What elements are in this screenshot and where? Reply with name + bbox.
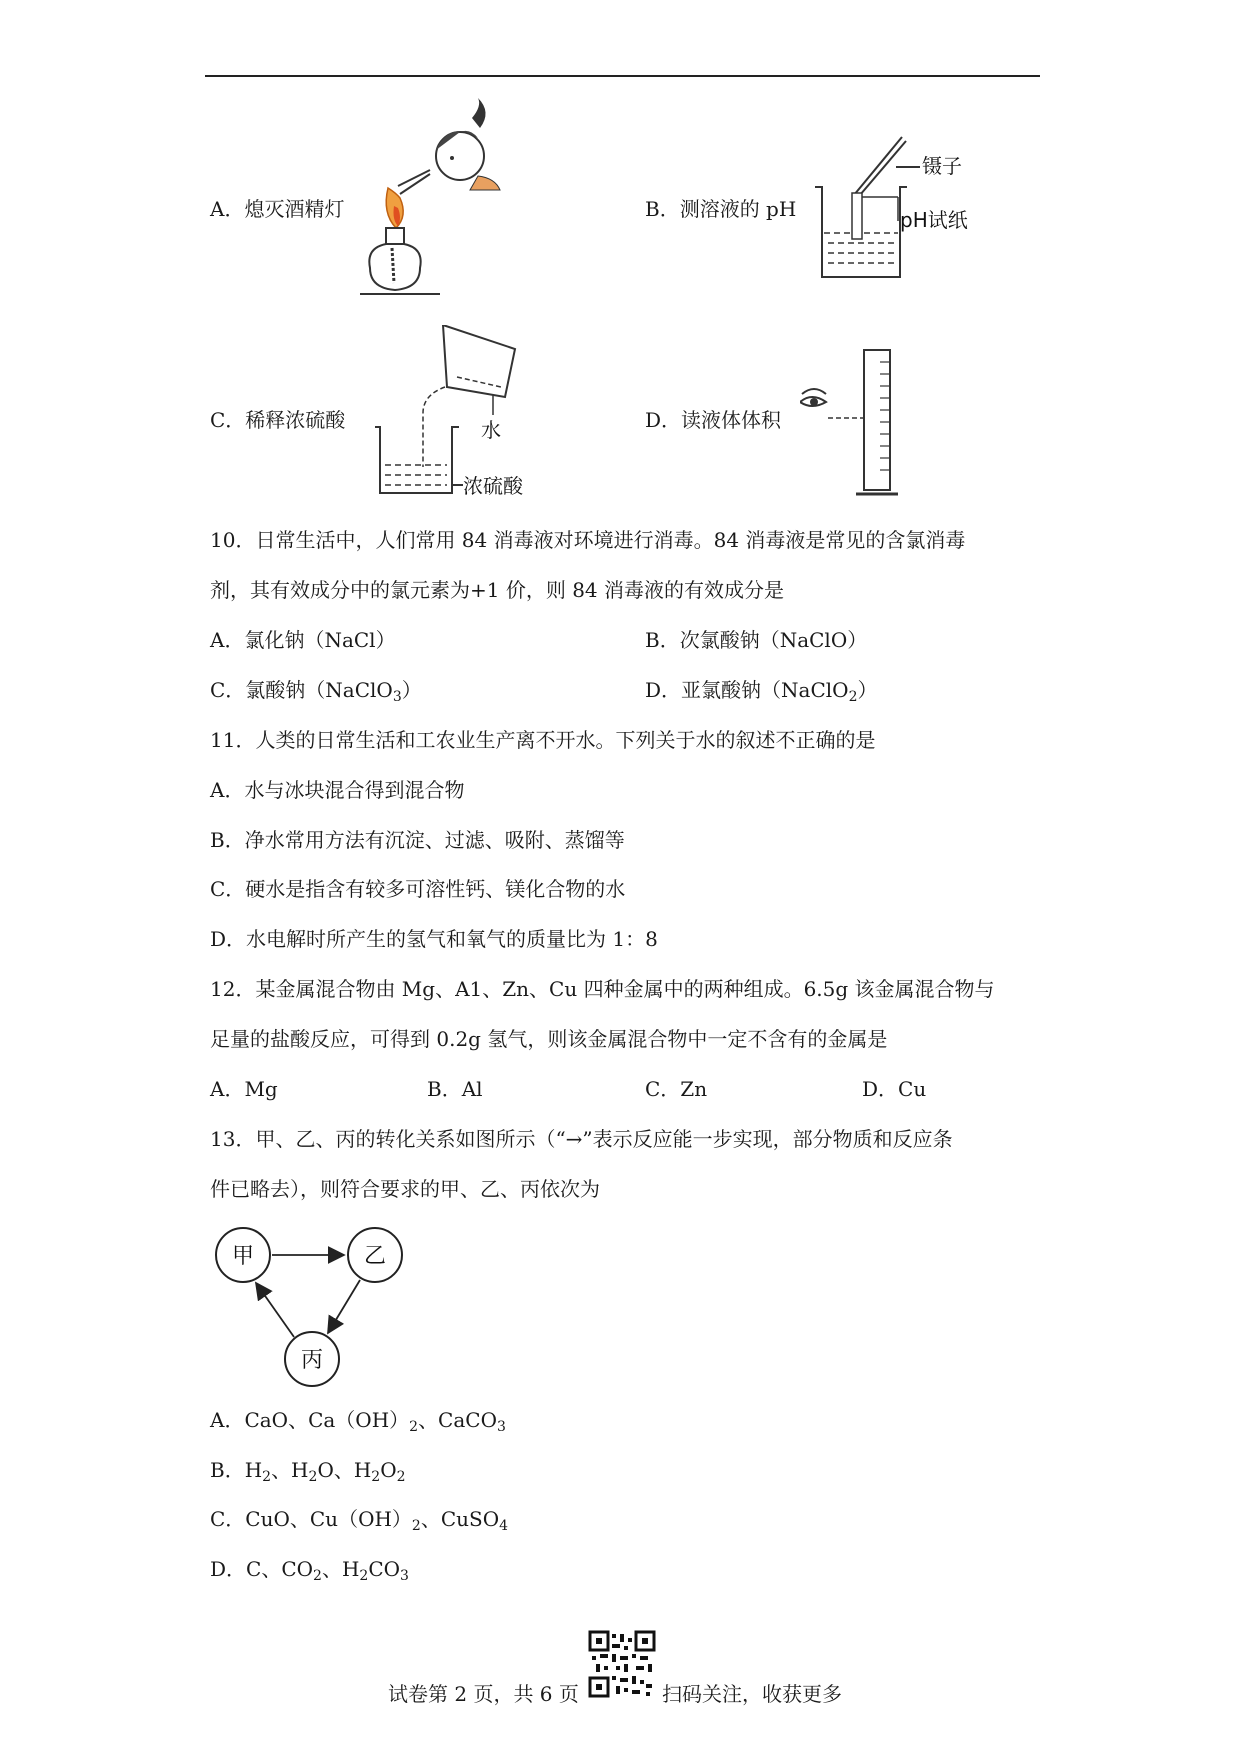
q13-option-c[interactable]: C．CuO、$Cu(OH)_2$、CuSO$_4$ xyxy=(210,1507,509,1534)
alcohol-lamp-figure xyxy=(360,98,510,313)
q10-option-d[interactable]: D．亚氯酸钠（NaClO$_2$） xyxy=(645,678,878,705)
q12-option-d[interactable]: D．Cu xyxy=(862,1077,927,1101)
q13-option-a[interactable]: A．CaO、$Ca(OH)_2$、CaCO$_3$ xyxy=(210,1408,506,1435)
q12-option-b[interactable]: B．Al xyxy=(427,1077,483,1101)
q11-option-d[interactable]: D．水电解时所产生的氢气和氧气的质量比为 1：8 xyxy=(210,927,658,951)
q11-stem: 11．人类的日常生活和工农业生产离不开水。下列关于水的叙述不正确的是 xyxy=(210,728,876,752)
read-volume-figure xyxy=(800,348,910,500)
scan-prompt: 扫码关注，收获更多 xyxy=(662,1682,842,1706)
q9-option-d[interactable]: D．读液体体积 xyxy=(645,408,782,432)
water-label: 水 xyxy=(481,418,501,442)
arrow-yi-to-bing xyxy=(328,1280,360,1333)
q10-stem-line1: 10．日常生活中，人们常用 84 消毒液对环境进行消毒。84 消毒液是常见的含氯消毒 xyxy=(210,528,966,552)
q13-option-d[interactable]: D．C、$CO_2$、$H_2CO_3$ xyxy=(210,1557,409,1584)
q12-stem-line1: 12．某金属混合物由 Mg、A1、Zn、Cu 四种金属中的两种组成。6.5g 该金属混合物与 xyxy=(210,977,995,1001)
arrow-bing-to-jia xyxy=(256,1283,294,1337)
node-jia-label: 甲 xyxy=(231,1244,255,1269)
q10-option-a[interactable]: A．氯化钠（NaCl） xyxy=(210,628,396,652)
conversion-diagram xyxy=(210,1225,420,1390)
header-rule xyxy=(205,75,1040,77)
ph-paper-label: pH试纸 xyxy=(900,208,968,232)
q9-option-b[interactable]: B．测溶液的 pH xyxy=(645,197,797,221)
node-bing-label: 丙 xyxy=(300,1348,324,1373)
q11-option-c[interactable]: C．硬水是指含有较多可溶性钙、镁化合物的水 xyxy=(210,877,626,901)
q9-option-c[interactable]: C．稀释浓硫酸 xyxy=(210,408,346,432)
conc-acid-label: 浓硫酸 xyxy=(463,474,523,498)
q13-option-b[interactable]: B．$H_2$、$H_2O$、$H_2O_2$ xyxy=(210,1458,406,1485)
q12-option-c[interactable]: C．Zn xyxy=(645,1077,708,1101)
q9-option-a[interactable]: A．熄灭酒精灯 xyxy=(210,197,345,221)
q12-stem-line2: 足量的盐酸反应，可得到 0.2g 氢气，则该金属混合物中一定不含有的金属是 xyxy=(210,1027,888,1051)
q13-stem-line2: 件已略去），则符合要求的甲、乙、丙依次为 xyxy=(210,1177,600,1201)
q10-option-b[interactable]: B．次氯酸钠（NaClO） xyxy=(645,628,868,652)
q10-stem-line2: 剂，其有效成分中的氯元素为+1 价，则 84 消毒液的有效成分是 xyxy=(210,578,785,602)
tweezers-label: 镊子 xyxy=(922,154,962,178)
node-yi-label: 乙 xyxy=(363,1244,387,1269)
ph-test-figure xyxy=(810,135,990,285)
q10-option-c[interactable]: C．氯酸钠（NaClO$_3$） xyxy=(210,678,422,705)
q12-option-a[interactable]: A．Mg xyxy=(210,1077,278,1101)
dilute-acid-figure xyxy=(375,325,545,500)
q11-option-a[interactable]: A．水与冰块混合得到混合物 xyxy=(210,778,465,802)
q11-option-b[interactable]: B．净水常用方法有沉淀、过滤、吸附、蒸馏等 xyxy=(210,828,625,852)
q13-stem-line1: 13．甲、乙、丙的转化关系如图所示（“→”表示反应能一步实现，部分物质和反应条 xyxy=(210,1127,953,1151)
qr-code[interactable] xyxy=(588,1630,656,1698)
page-number: 试卷第 2 页，共 6 页 xyxy=(388,1682,579,1706)
